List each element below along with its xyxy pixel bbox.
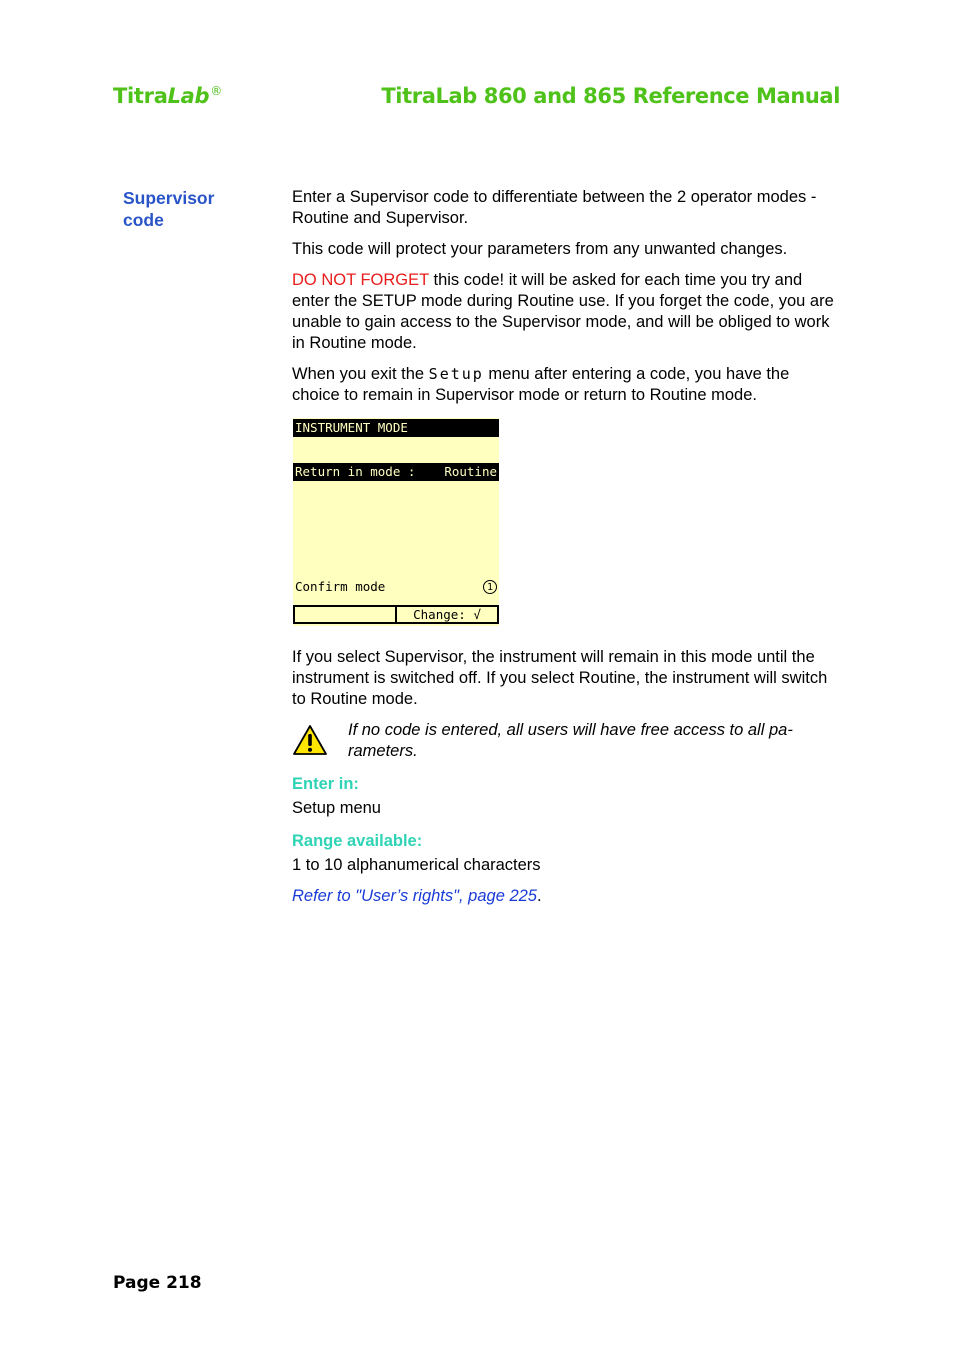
manual-title: TitraLab 860 and 865 Reference Manual — [381, 84, 840, 108]
warning-paragraph — [292, 270, 837, 354]
page-number: Page 218 — [113, 1273, 202, 1293]
softkey-change[interactable]: Change: √ — [397, 605, 499, 624]
section-heading — [123, 187, 263, 231]
intro-paragraph: Enter a Supervisor code to differentiate between the 2 operator modes - Routine and Supervisor. — [292, 188, 817, 227]
brand-logo — [113, 84, 222, 108]
lcd-confirm-row — [295, 578, 497, 596]
warning-note-text: If no code is entered, all users will have free access to all pa-rameters. — [348, 721, 793, 760]
brand-mark: ® — [210, 84, 222, 98]
lcd-confirm-label: Confirm mode — [295, 579, 386, 594]
lcd-title: INSTRUMENT MODE — [293, 419, 499, 437]
reference-suffix: . — [536, 887, 542, 905]
range-heading: Range available: — [292, 832, 423, 850]
exit-before-text: When you exit the — [292, 365, 429, 383]
protect-paragraph: This code will protect your parameters from any unwanted changes. — [292, 240, 788, 258]
warning-rest-text: this code! it will be asked for each time you try and enter the SETUP mode during Routine use. If you forget the code, you are unable to gain access to the Supervisor mode, and will be obliged to work in Routine mode. — [292, 271, 834, 352]
section-heading-line2: code — [123, 210, 164, 230]
reference-line — [292, 886, 837, 907]
warning-icon — [292, 724, 328, 756]
lcd-return-label: Return in mode : — [295, 464, 416, 479]
section-heading-line1: Supervisor — [123, 188, 215, 208]
enter-in-heading: Enter in: — [292, 775, 359, 793]
lcd-softkeys — [293, 605, 499, 624]
do-not-forget-text: DO NOT FORGET — [292, 271, 429, 289]
main-content — [292, 187, 837, 907]
key-1-icon: 1 — [483, 580, 497, 594]
brand-prefix: Titra — [113, 84, 168, 108]
softkey-left[interactable] — [293, 605, 397, 624]
exit-paragraph — [292, 364, 837, 406]
lcd-return-row[interactable] — [293, 463, 499, 481]
users-rights-link[interactable]: Refer to "User’s rights", page 225 — [292, 887, 537, 905]
lcd-return-value: Routine — [444, 464, 497, 479]
setup-menu-name: Setup — [428, 365, 484, 383]
range-value: 1 to 10 alphanumerical characters — [292, 856, 541, 874]
brand-suffix: Lab — [167, 84, 210, 108]
enter-in-value: Setup menu — [292, 799, 381, 817]
warning-note — [292, 720, 837, 762]
exit-after-text: menu after entering a code, you have the choice to remain in Supervisor mode or return to Routine mode. — [292, 365, 790, 404]
select-paragraph: If you select Supervisor, the instrument will remain in this mode until the instrument is switched off. If you select Routine, the instrument will switch to Routine mode. — [292, 648, 828, 708]
instrument-mode-screen — [293, 418, 499, 626]
